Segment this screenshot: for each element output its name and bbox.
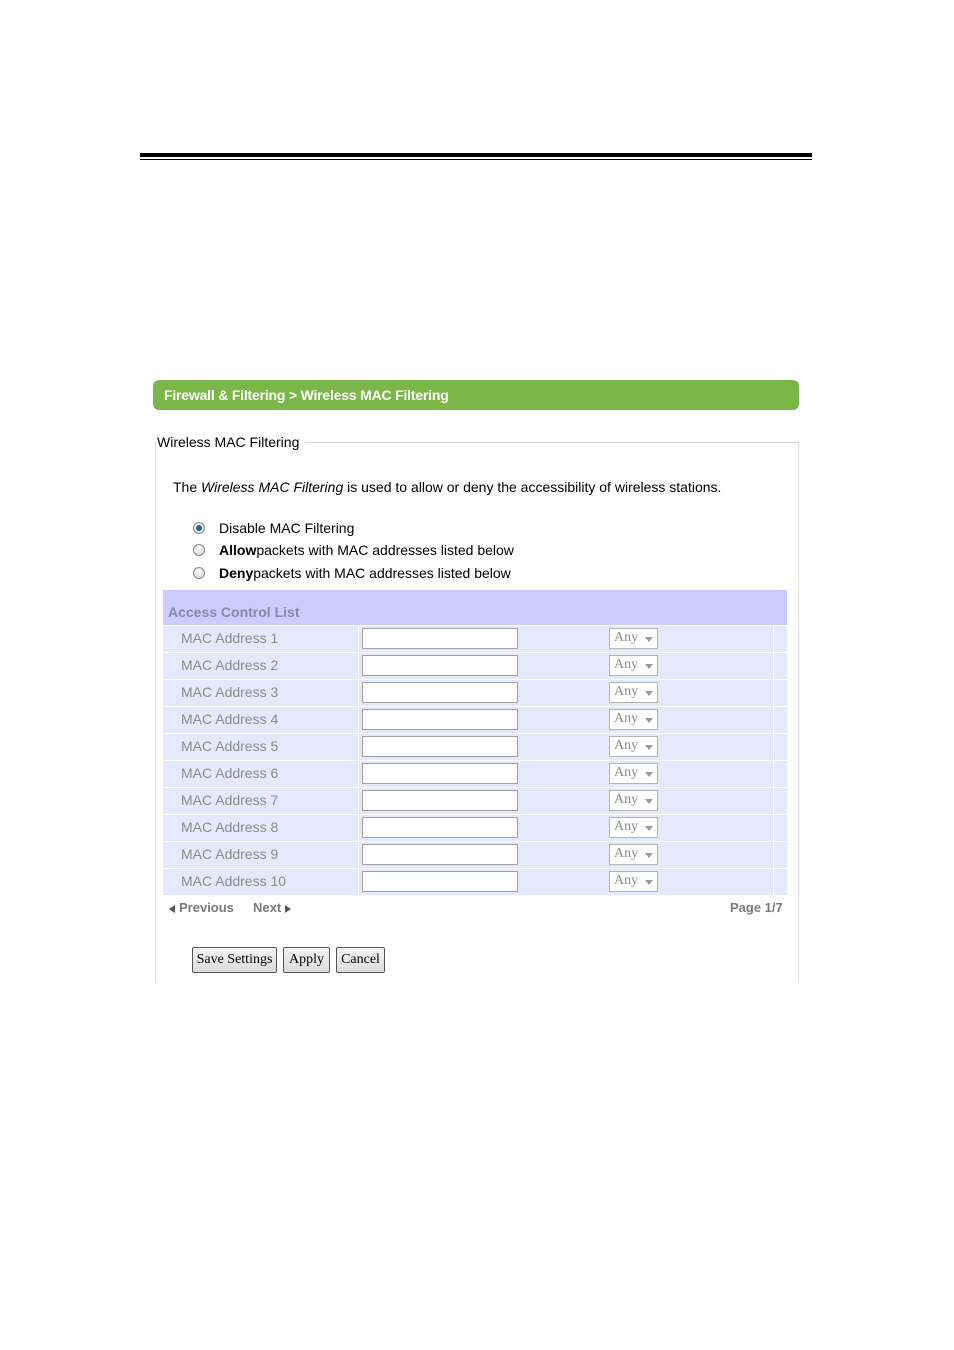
next-link[interactable]: [253, 900, 291, 915]
mac-label: MAC Address 1: [181, 630, 279, 646]
radio-allow-bold: Allow: [219, 542, 257, 558]
save-settings-button[interactable]: Save Settings: [192, 947, 277, 973]
mac-select[interactable]: Any: [609, 871, 658, 892]
radio-allow-label: packets with MAC addresses listed below: [256, 542, 514, 558]
mac-select[interactable]: Any: [609, 817, 658, 838]
mac-select[interactable]: Any: [609, 763, 658, 784]
mac-label: MAC Address 8: [181, 819, 279, 835]
radio-deny-bold: Deny: [219, 565, 254, 581]
chevron-down-icon: [645, 718, 653, 723]
mac-address-input[interactable]: [362, 844, 518, 865]
table-row: [163, 815, 787, 841]
mac-select[interactable]: Any: [609, 844, 658, 865]
mac-select[interactable]: Any: [609, 628, 658, 649]
radio-allow-row[interactable]: [193, 542, 514, 558]
mac-address-input[interactable]: [362, 817, 518, 838]
mac-address-input[interactable]: [362, 790, 518, 811]
radio-disable-row[interactable]: [193, 520, 354, 536]
acl-title: Access Control List: [168, 604, 300, 620]
mac-label: MAC Address 10: [181, 873, 287, 889]
triangle-right-icon: [285, 905, 291, 913]
apply-button[interactable]: Apply: [283, 947, 330, 973]
previous-label: Previous: [179, 900, 234, 915]
table-row: [163, 653, 787, 679]
table-row: [163, 734, 787, 760]
chevron-down-icon: [645, 745, 653, 750]
chevron-down-icon: [645, 691, 653, 696]
table-row: [163, 869, 787, 895]
chevron-down-icon: [645, 664, 653, 669]
mac-address-input[interactable]: [362, 682, 518, 703]
table-row: [163, 707, 787, 733]
mac-label: MAC Address 3: [181, 684, 279, 700]
table-row: [163, 680, 787, 706]
mac-select[interactable]: Any: [609, 736, 658, 757]
triangle-left-icon: [169, 905, 175, 913]
previous-link[interactable]: [169, 900, 234, 915]
chevron-down-icon: [645, 853, 653, 858]
radio-deny[interactable]: [193, 567, 205, 579]
mac-address-input[interactable]: [362, 871, 518, 892]
chevron-down-icon: [645, 799, 653, 804]
page-header-bar: [153, 380, 799, 410]
mac-select[interactable]: Any: [609, 709, 658, 730]
radio-disable-label: Disable MAC Filtering: [219, 520, 355, 536]
mac-address-input[interactable]: [362, 709, 518, 730]
mac-label: MAC Address 2: [181, 657, 279, 673]
chevron-down-icon: [645, 826, 653, 831]
table-row: [163, 788, 787, 814]
mac-address-input[interactable]: [362, 763, 518, 784]
breadcrumb: Firewall & Filtering > Wireless MAC Filtering: [164, 387, 449, 403]
mac-select[interactable]: Any: [609, 655, 658, 676]
top-rule-thin: [140, 159, 812, 160]
table-row: [163, 842, 787, 868]
mac-label: MAC Address 7: [181, 792, 279, 808]
cancel-button[interactable]: Cancel: [336, 947, 385, 973]
table-row: [163, 761, 787, 787]
mac-address-input[interactable]: [362, 736, 518, 757]
chevron-down-icon: [645, 772, 653, 777]
mac-label: MAC Address 5: [181, 738, 279, 754]
page-indicator: Page 1/7: [730, 900, 783, 915]
top-rule: [140, 153, 812, 157]
desc-pre: The: [173, 479, 202, 495]
radio-deny-label: packets with MAC addresses listed below: [253, 565, 511, 581]
mac-address-input[interactable]: [362, 655, 518, 676]
acl-header: [163, 590, 787, 625]
desc-emphasis: Wireless MAC Filtering: [201, 479, 344, 495]
radio-disable-mac-filtering[interactable]: [193, 522, 205, 534]
mac-select[interactable]: Any: [609, 790, 658, 811]
mac-label: MAC Address 9: [181, 846, 279, 862]
mac-select[interactable]: Any: [609, 682, 658, 703]
fieldset-legend: Wireless MAC Filtering: [157, 434, 305, 450]
acl-table: [163, 626, 787, 896]
mac-address-input[interactable]: [362, 628, 518, 649]
description-text: [173, 479, 721, 495]
next-label: Next: [253, 900, 282, 915]
table-row: [163, 626, 787, 652]
chevron-down-icon: [645, 637, 653, 642]
desc-post: is used to allow or deny the accessibility of wireless stations.: [343, 479, 722, 495]
radio-allow[interactable]: [193, 544, 205, 556]
mac-label: MAC Address 6: [181, 765, 279, 781]
radio-deny-row[interactable]: [193, 565, 511, 581]
mac-label: MAC Address 4: [181, 711, 279, 727]
chevron-down-icon: [645, 880, 653, 885]
